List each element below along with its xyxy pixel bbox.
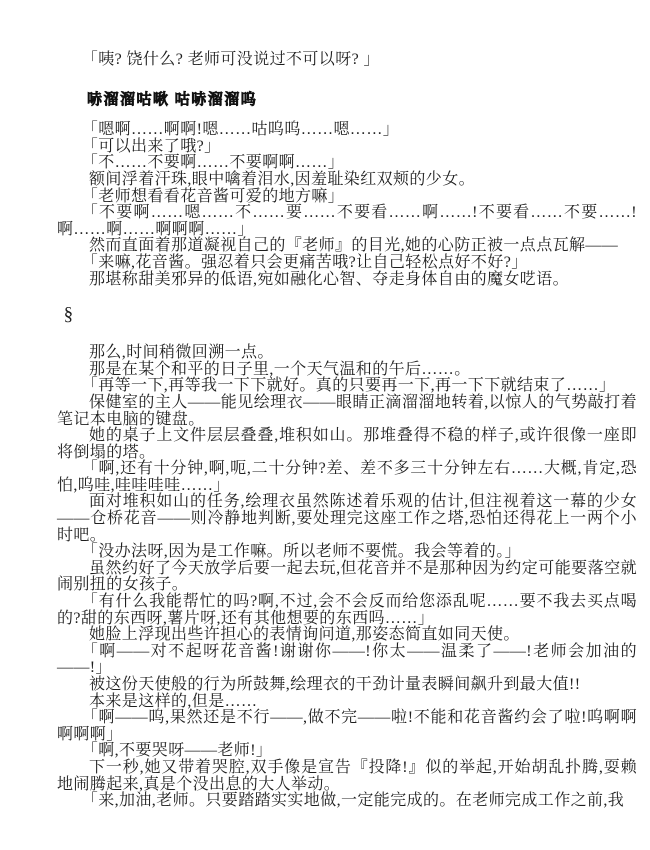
paragraph: 「啊——呜,果然还是不行——,做不完——啦!不能和花音酱约会了啦!呜啊啊啊啊啊」	[57, 709, 637, 743]
sfx-onomatopoeia-line: 哧溜溜咕啾 咕哧溜溜呜	[87, 91, 258, 108]
paragraph: 那是在某个和平的日子里,一个天气温和的午后……。	[89, 360, 471, 378]
scene-block-1	[57, 122, 637, 288]
paragraph: 「有什么我能帮忙的吗?啊,不过,会不会反而给您添乱呢……要不我去买点喝的?甜的东西呀,薯片呀,还有其他想要的东西吗……」	[57, 593, 637, 627]
opening-dialog-line: 「咦? 饶什么? 老师可没说过不可以呀? 」	[81, 51, 380, 68]
paragraph: 「啊,还有十分钟,啊,呃,二十分钟?差、差不多三十分钟左右……大概,肯定,恐怕,呜哇,哇哇哇哇……」	[57, 460, 637, 494]
paragraph: 下一秒,她又带着哭腔,双手像是宣告『投降!』似的举起,开始胡乱扑腾,耍赖地闹腾起来,真是个没出息的大人举动。	[57, 758, 637, 793]
paragraph: 保健室的主人——能见绘理衣——眼睛正滴溜溜地转着,以惊人的气势敲打着笔记本电脑的键盘。	[57, 393, 637, 428]
paragraph: 本来是这样的,但是……	[89, 692, 258, 710]
paragraph: 她的桌子上文件层层叠叠,堆积如山。那堆叠得不稳的样子,或许很像一座即将倒塌的塔。	[57, 427, 637, 461]
paragraph: 「没办法呀,因为是工作嘛。所以老师不要慌。我会等着的。」	[81, 543, 521, 561]
paragraph: 「不要啊……嗯……不……要……不要看……啊……!不要看……不要……!啊……啊……啊啊啊……」	[57, 204, 637, 238]
paragraph: 「再等一下,再等我一下下就好。真的只要再一下,再一下下就结束了……」	[81, 377, 616, 395]
paragraph: 「可以出来了哦?」	[81, 137, 221, 155]
scene-block-2	[57, 345, 637, 810]
paragraph: 虽然约好了今天放学后要一起去玩,但花音并不是那种因为约定可能要落空就闹别扭的女孩子。	[57, 559, 637, 594]
paragraph: 额间浮着汗珠,眼中噙着泪水,因羞耻染红双颊的少女。	[89, 170, 476, 188]
paragraph: 然而直面着那道凝视自己的『老师』的目光,她的心防正被一点点瓦解——	[89, 237, 619, 255]
paragraph: 「嗯啊……啊啊!嗯……咕呜呜……嗯……」	[81, 121, 400, 139]
paragraph: 「啊,不要哭呀——老师!」	[81, 742, 273, 760]
paragraph: 那堪称甜美邪异的低语,宛如融化心智、夺走身体自由的魔女呓语。	[89, 270, 570, 288]
paragraph: 「不……不要啊……不要啊啊……」	[81, 154, 345, 172]
paragraph: 那么,时间稍微回溯一点。	[89, 344, 274, 362]
section-divider: §	[63, 304, 74, 326]
paragraph: 「啊——对不起呀花音酱!谢谢你——!你太——温柔了——!老师会加油的——!」	[57, 642, 637, 677]
paragraph: 「老师想看看花音酱可爱的地方嘛」	[81, 187, 345, 205]
paragraph: 面对堆积如山的任务,绘理衣虽然陈述着乐观的估计,但注视着这一幕的少女——仓桥花音——则冷静地判断,要处理完这座工作之塔,恐怕还得花上一两个小时吧。	[57, 493, 637, 544]
paragraph: 「来,加油,老师。只要踏踏实实地做,一定能完成的。在老师完成工作之前,我	[81, 792, 625, 810]
page-text-column	[57, 52, 637, 810]
paragraph: 被这份天使般的行为所鼓舞,绘理衣的干劲计量表瞬间飙升到最大值!!	[89, 676, 581, 693]
paragraph: 她脸上浮现出些许担心的表情询问道,那姿态简直如同天使。	[89, 626, 520, 644]
paragraph: 「来嘛,花音酱。强忍着只会更痛苦哦?让自己轻松点好不好?」	[81, 253, 528, 271]
